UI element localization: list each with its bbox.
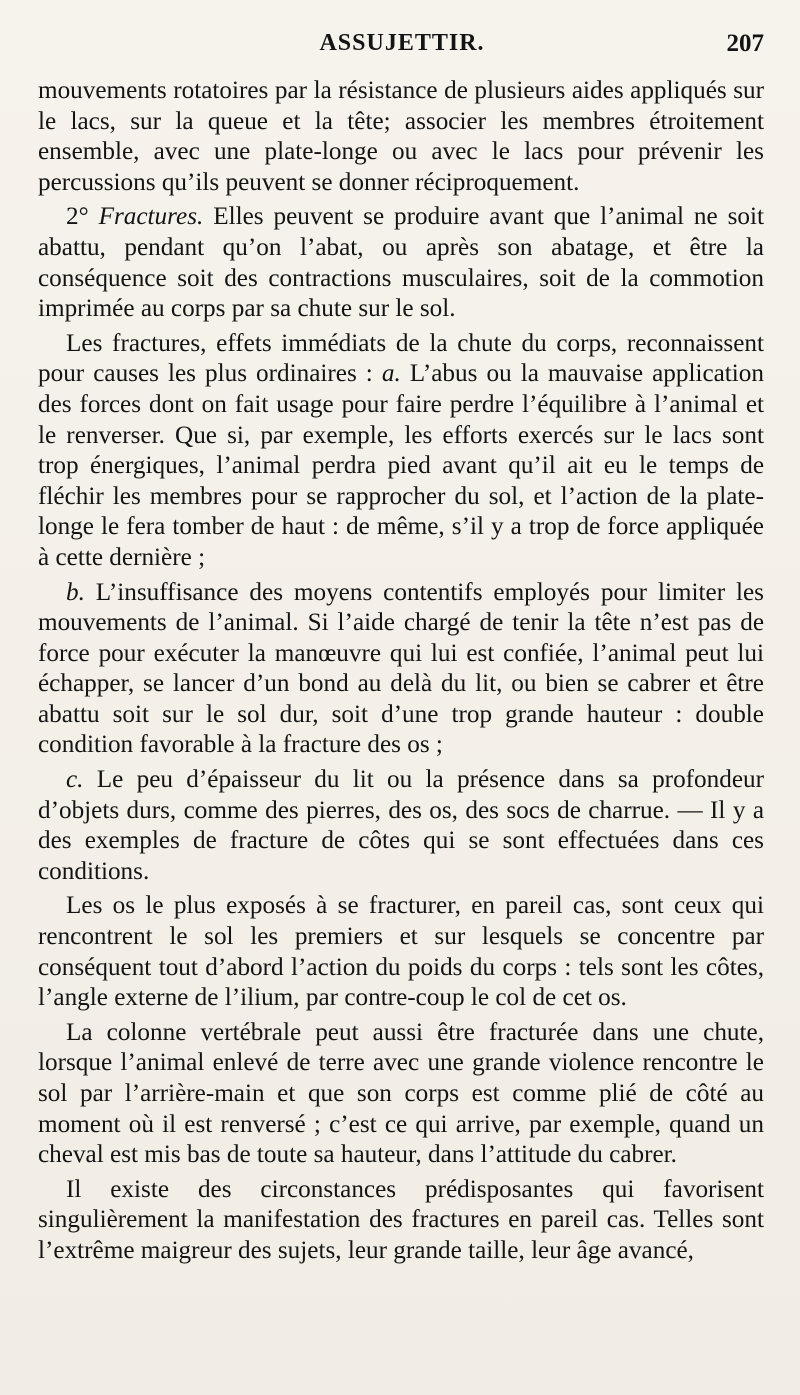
body-text: [38, 76, 764, 1267]
paragraph-8: [38, 1175, 764, 1267]
paragraph-6: [38, 891, 764, 1013]
paragraph-7: [38, 1018, 764, 1171]
paragraph-text: Les fractures, effets immédiats de la chute du corps, reconnaissent pour causes les plus ordinaires :: [38, 329, 764, 388]
page-number: 207: [726, 30, 764, 57]
paragraph-1: [38, 76, 764, 198]
section-heading: Fractures.: [98, 203, 204, 231]
paragraph-2: [38, 202, 764, 324]
paragraph-text: Elles peuvent se produire avant que l’animal ne soit abattu, pendant qu’on l’abat, ou après son abatage, et être la conséquence soit des contractions musculaires, soit de la commotion imprimée au corps par sa chute sur le sol.: [38, 203, 764, 323]
paragraph-text: Le peu d’épaisseur du lit ou la présence dans sa profondeur d’objets durs, comme des pierres, des os, des socs de charrue. — Il y a des exemples de fracture de côtes qui se sont effectuées dans ces conditions.: [38, 766, 764, 885]
paragraph-3: [38, 329, 764, 574]
paragraph-text: mouvements rotatoires par la résistance de plusieurs aides appliqués sur le lacs, sur la queue et la tête; associer les membres étroitement ensemble, avec une plate-longe ou avec le lacs pour prévenir les percussions qu’ils peuvent se donner réciproquement.: [38, 77, 764, 196]
paragraph-5: [38, 765, 764, 887]
running-title: ASSUJETTIR.: [319, 30, 485, 56]
paragraph-text: Il existe des circonstances prédisposantes qui favorisent singulièrement la manifestation des fractures en pareil cas. Telles sont l’extrême maigreur des sujets, leur grande taille, leur âge avancé,: [38, 1175, 764, 1264]
list-marker-b: b.: [66, 578, 85, 606]
paragraph-text-continued: L’abus ou la mauvaise application des forces dont on fait usage pour faire perdre l’équilibre à l’animal et le renverser. Que si, par exemple, les efforts exercés sur le lacs sont trop énergiques, l’animal perdra pied avant qu’il ait eu le temps de fléchir les membres pour se rapprocher du sol, et l’action de la plate-longe le fera tomber de haut : de même, s’il y a trop de force appliquée à cette dernière ;: [38, 360, 764, 571]
paragraph-text: Les os le plus exposés à se fracturer, en pareil cas, sont ceux qui rencontrent le sol les premiers et sur lesquels se concentre par conséquent tout d’abord l’action du poids du corps : tels sont les côtes, l’angle externe de l’ilium, par contre-coup le col de cet os.: [38, 892, 764, 1012]
running-head: [40, 30, 764, 66]
paragraph-text: L’insuffisance des moyens contentifs employés pour limiter les mouvements de l’animal. Si l’aide chargé de tenir la tête n’est pas de force pour exécuter la manœuvre qui lui est confiée, l’animal peut lui échapper, se lancer d’un bond au delà du lit, ou bien se cabrer et être abattu soit sur le sol dur, soit d’une trop grande hauteur : double condition favorable à la fracture des os ;: [38, 578, 764, 759]
section-number: 2°: [66, 203, 99, 231]
paragraph-4: [38, 578, 764, 762]
list-marker-a: a.: [381, 360, 401, 388]
list-marker-c: c.: [66, 766, 84, 794]
paragraph-text: La colonne vertébrale peut aussi être fracturée dans une chute, lorsque l’animal enlevé de terre avec une grande violence rencontre le sol par l’arrière-main et que son corps est comme plié de côté au moment où il est renversé ; c’est ce qui arrive, par exemple, quand un cheval est mis bas de toute sa hauteur, dans l’attitude du cabrer.: [38, 1018, 764, 1169]
